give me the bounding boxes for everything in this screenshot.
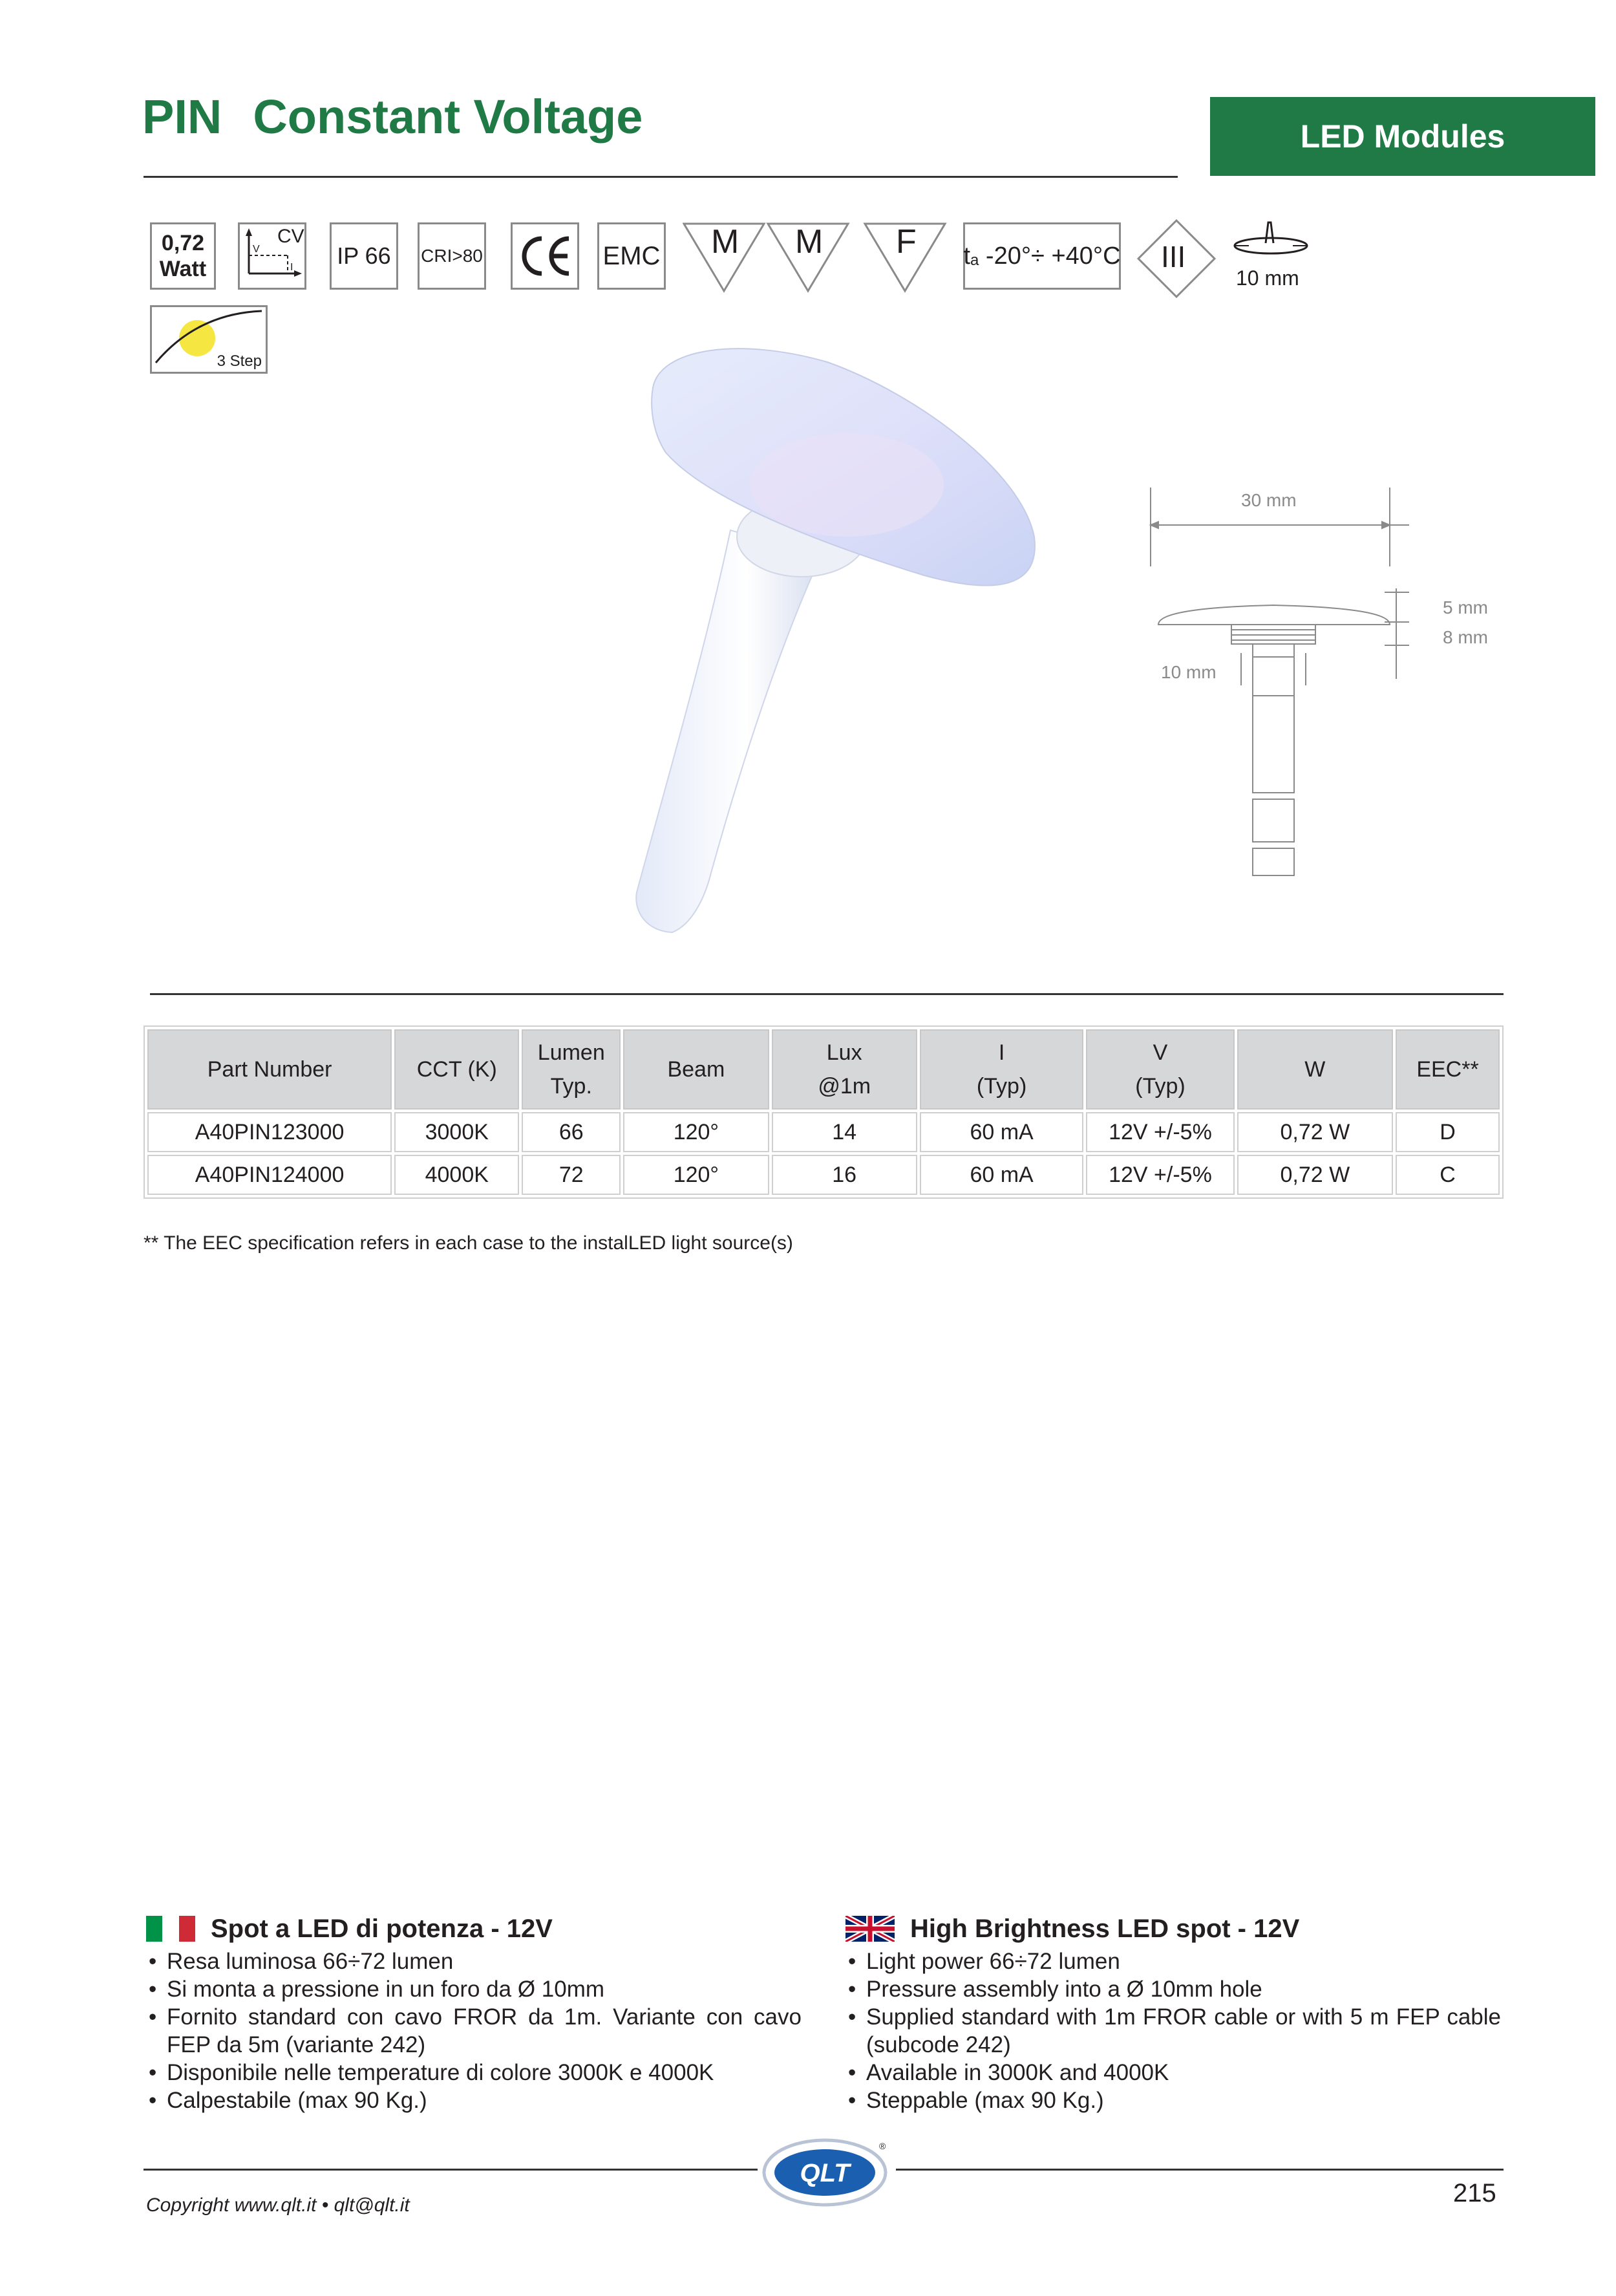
table-cell: 4000K — [394, 1155, 519, 1195]
table-cell: 60 mA — [920, 1155, 1083, 1195]
description-english-title: High Brightness LED spot - 12V — [910, 1914, 1300, 1943]
table-cell: D — [1396, 1112, 1500, 1152]
ip-rating-badge — [330, 222, 398, 290]
list-item: • Fornito standard con cavo FROR da 1m. Variante con cavo FEP da 5m (variante 242) — [146, 2003, 802, 2059]
constant-voltage-badge — [238, 222, 306, 290]
page-title — [142, 89, 643, 144]
logo-registered-mark: ® — [879, 2141, 886, 2151]
power-value: 0,72 — [161, 231, 205, 255]
column-header — [1396, 1029, 1500, 1110]
list-item: • Steppable (max 90 Kg.) — [845, 2087, 1501, 2114]
column-header-label: (Typ) — [976, 1074, 1027, 1099]
description-italian-heading — [146, 1913, 802, 1945]
column-header — [522, 1029, 621, 1110]
title-part-2: Constant Voltage — [253, 90, 643, 144]
list-item: • Calpestabile (max 90 Kg.) — [146, 2087, 802, 2114]
list-item: • Light power 66÷72 lumen — [845, 1947, 1501, 1975]
uk-flag-icon — [845, 1916, 895, 1942]
step-label: 3 Step — [217, 352, 262, 370]
product-photo — [633, 343, 1047, 944]
column-header-label: Typ. — [550, 1074, 592, 1099]
column-header-label: Lumen — [537, 1040, 605, 1065]
dim-head-height: 5 mm — [1443, 597, 1488, 617]
column-header — [147, 1029, 392, 1110]
mark-m-2: M — [795, 223, 824, 261]
footer-rule-right — [896, 2169, 1504, 2171]
table-cell: 66 — [522, 1112, 621, 1152]
table-cell: A40PIN124000 — [147, 1155, 392, 1195]
list-item: • Pressure assembly into a Ø 10mm hole — [845, 1975, 1501, 2003]
list-item: • Supplied standard with 1m FROR cable or with 5 m FEP cable (subcode 242) — [845, 2003, 1501, 2059]
hole-size-icon — [1228, 217, 1312, 263]
hole-size-label: 10 mm — [1236, 266, 1299, 290]
column-header-label: @1m — [818, 1074, 871, 1099]
column-header — [1237, 1029, 1393, 1110]
description-italian-list — [146, 1947, 802, 2114]
list-item: • Available in 3000K and 4000K — [845, 2059, 1501, 2087]
temp-sub: a — [970, 252, 979, 269]
column-header — [623, 1029, 769, 1110]
column-header-label: V — [1153, 1040, 1168, 1065]
title-part-1: PIN — [142, 90, 222, 144]
table-header-row — [147, 1029, 1500, 1110]
column-header-label: Part Number — [207, 1057, 332, 1082]
table-row — [147, 1112, 1500, 1152]
description-italian — [146, 1913, 802, 2114]
class-label: III — [1161, 240, 1186, 274]
column-header-label: W — [1304, 1057, 1326, 1082]
mark-f: F — [896, 223, 917, 261]
cri-value: CRI>80 — [421, 246, 483, 266]
section-label: LED Modules — [1300, 118, 1505, 155]
table-cell: 0,72 W — [1237, 1112, 1393, 1152]
description-english-heading — [845, 1913, 1501, 1945]
dim-shaft: 10 mm — [1161, 662, 1217, 682]
logo-text: QLT — [800, 2159, 850, 2187]
table-cell: 120° — [623, 1155, 769, 1195]
table-cell: 60 mA — [920, 1112, 1083, 1152]
table-header — [147, 1029, 1500, 1110]
dimension-drawing — [1144, 478, 1416, 892]
column-header-label: (Typ) — [1135, 1074, 1185, 1099]
footer-rule-left — [144, 2169, 758, 2171]
table-cell: 16 — [772, 1155, 917, 1195]
section-tab — [1210, 97, 1595, 176]
table-cell: 0,72 W — [1237, 1155, 1393, 1195]
table-cell: A40PIN123000 — [147, 1112, 392, 1152]
mark-m-1: M — [711, 223, 739, 261]
table-cell: 12V +/-5% — [1086, 1155, 1234, 1195]
column-header-label: Beam — [667, 1057, 725, 1082]
description-english-list — [845, 1947, 1501, 2114]
cv-label: CV — [277, 226, 304, 247]
table-cell: C — [1396, 1155, 1500, 1195]
table-divider — [150, 993, 1504, 995]
macadam-step-badge — [150, 305, 268, 374]
column-header-label: I — [998, 1040, 1005, 1065]
table-body — [147, 1112, 1500, 1195]
temp-range: -20°÷ +40°C — [985, 242, 1121, 270]
emc-label: EMC — [602, 241, 661, 270]
emc-badge — [597, 222, 666, 290]
copyright: Copyright www.qlt.it • qlt@qlt.it — [146, 2194, 410, 2216]
dim-width: 30 mm — [1241, 490, 1297, 510]
table-cell: 120° — [623, 1112, 769, 1152]
dim-total-height: 8 mm — [1443, 627, 1488, 647]
ce-badge — [511, 222, 579, 290]
table-cell: 14 — [772, 1112, 917, 1152]
table-cell: 12V +/-5% — [1086, 1112, 1234, 1152]
description-italian-title: Spot a LED di potenza - 12V — [211, 1914, 553, 1943]
description-english — [845, 1913, 1501, 2114]
power-badge — [150, 222, 216, 290]
column-header-label: CCT (K) — [416, 1057, 497, 1082]
qlt-logo — [760, 2136, 895, 2209]
table-cell: 3000K — [394, 1112, 519, 1152]
table-row — [147, 1155, 1500, 1195]
temperature-badge — [963, 222, 1121, 290]
ip-rating: IP 66 — [337, 242, 391, 269]
title-rule — [144, 176, 1178, 178]
list-item: • Si monta a pressione in un foro da Ø 10mm — [146, 1975, 802, 2003]
list-item: • Disponibile nelle temperature di colore 3000K e 4000K — [146, 2059, 802, 2087]
cv-axis-v: V — [253, 244, 260, 255]
table-cell: 72 — [522, 1155, 621, 1195]
column-header — [772, 1029, 917, 1110]
power-unit: Watt — [159, 257, 207, 281]
cri-badge — [418, 222, 486, 290]
list-item: • Resa luminosa 66÷72 lumen — [146, 1947, 802, 1975]
cv-axis-i: I — [290, 262, 293, 273]
column-header-label: EEC** — [1416, 1057, 1479, 1082]
column-header — [1086, 1029, 1234, 1110]
spec-table — [144, 1025, 1504, 1199]
page-number: 215 — [1453, 2179, 1496, 2207]
ce-mark-icon — [516, 233, 574, 279]
italy-flag-icon — [146, 1916, 195, 1942]
eec-footnote: ** The EEC specification refers in each case to the instalLED light source(s) — [144, 1232, 793, 1254]
temp-letter: t — [963, 242, 970, 270]
column-header-label: Lux — [826, 1040, 862, 1065]
column-header — [394, 1029, 519, 1110]
column-header — [920, 1029, 1083, 1110]
